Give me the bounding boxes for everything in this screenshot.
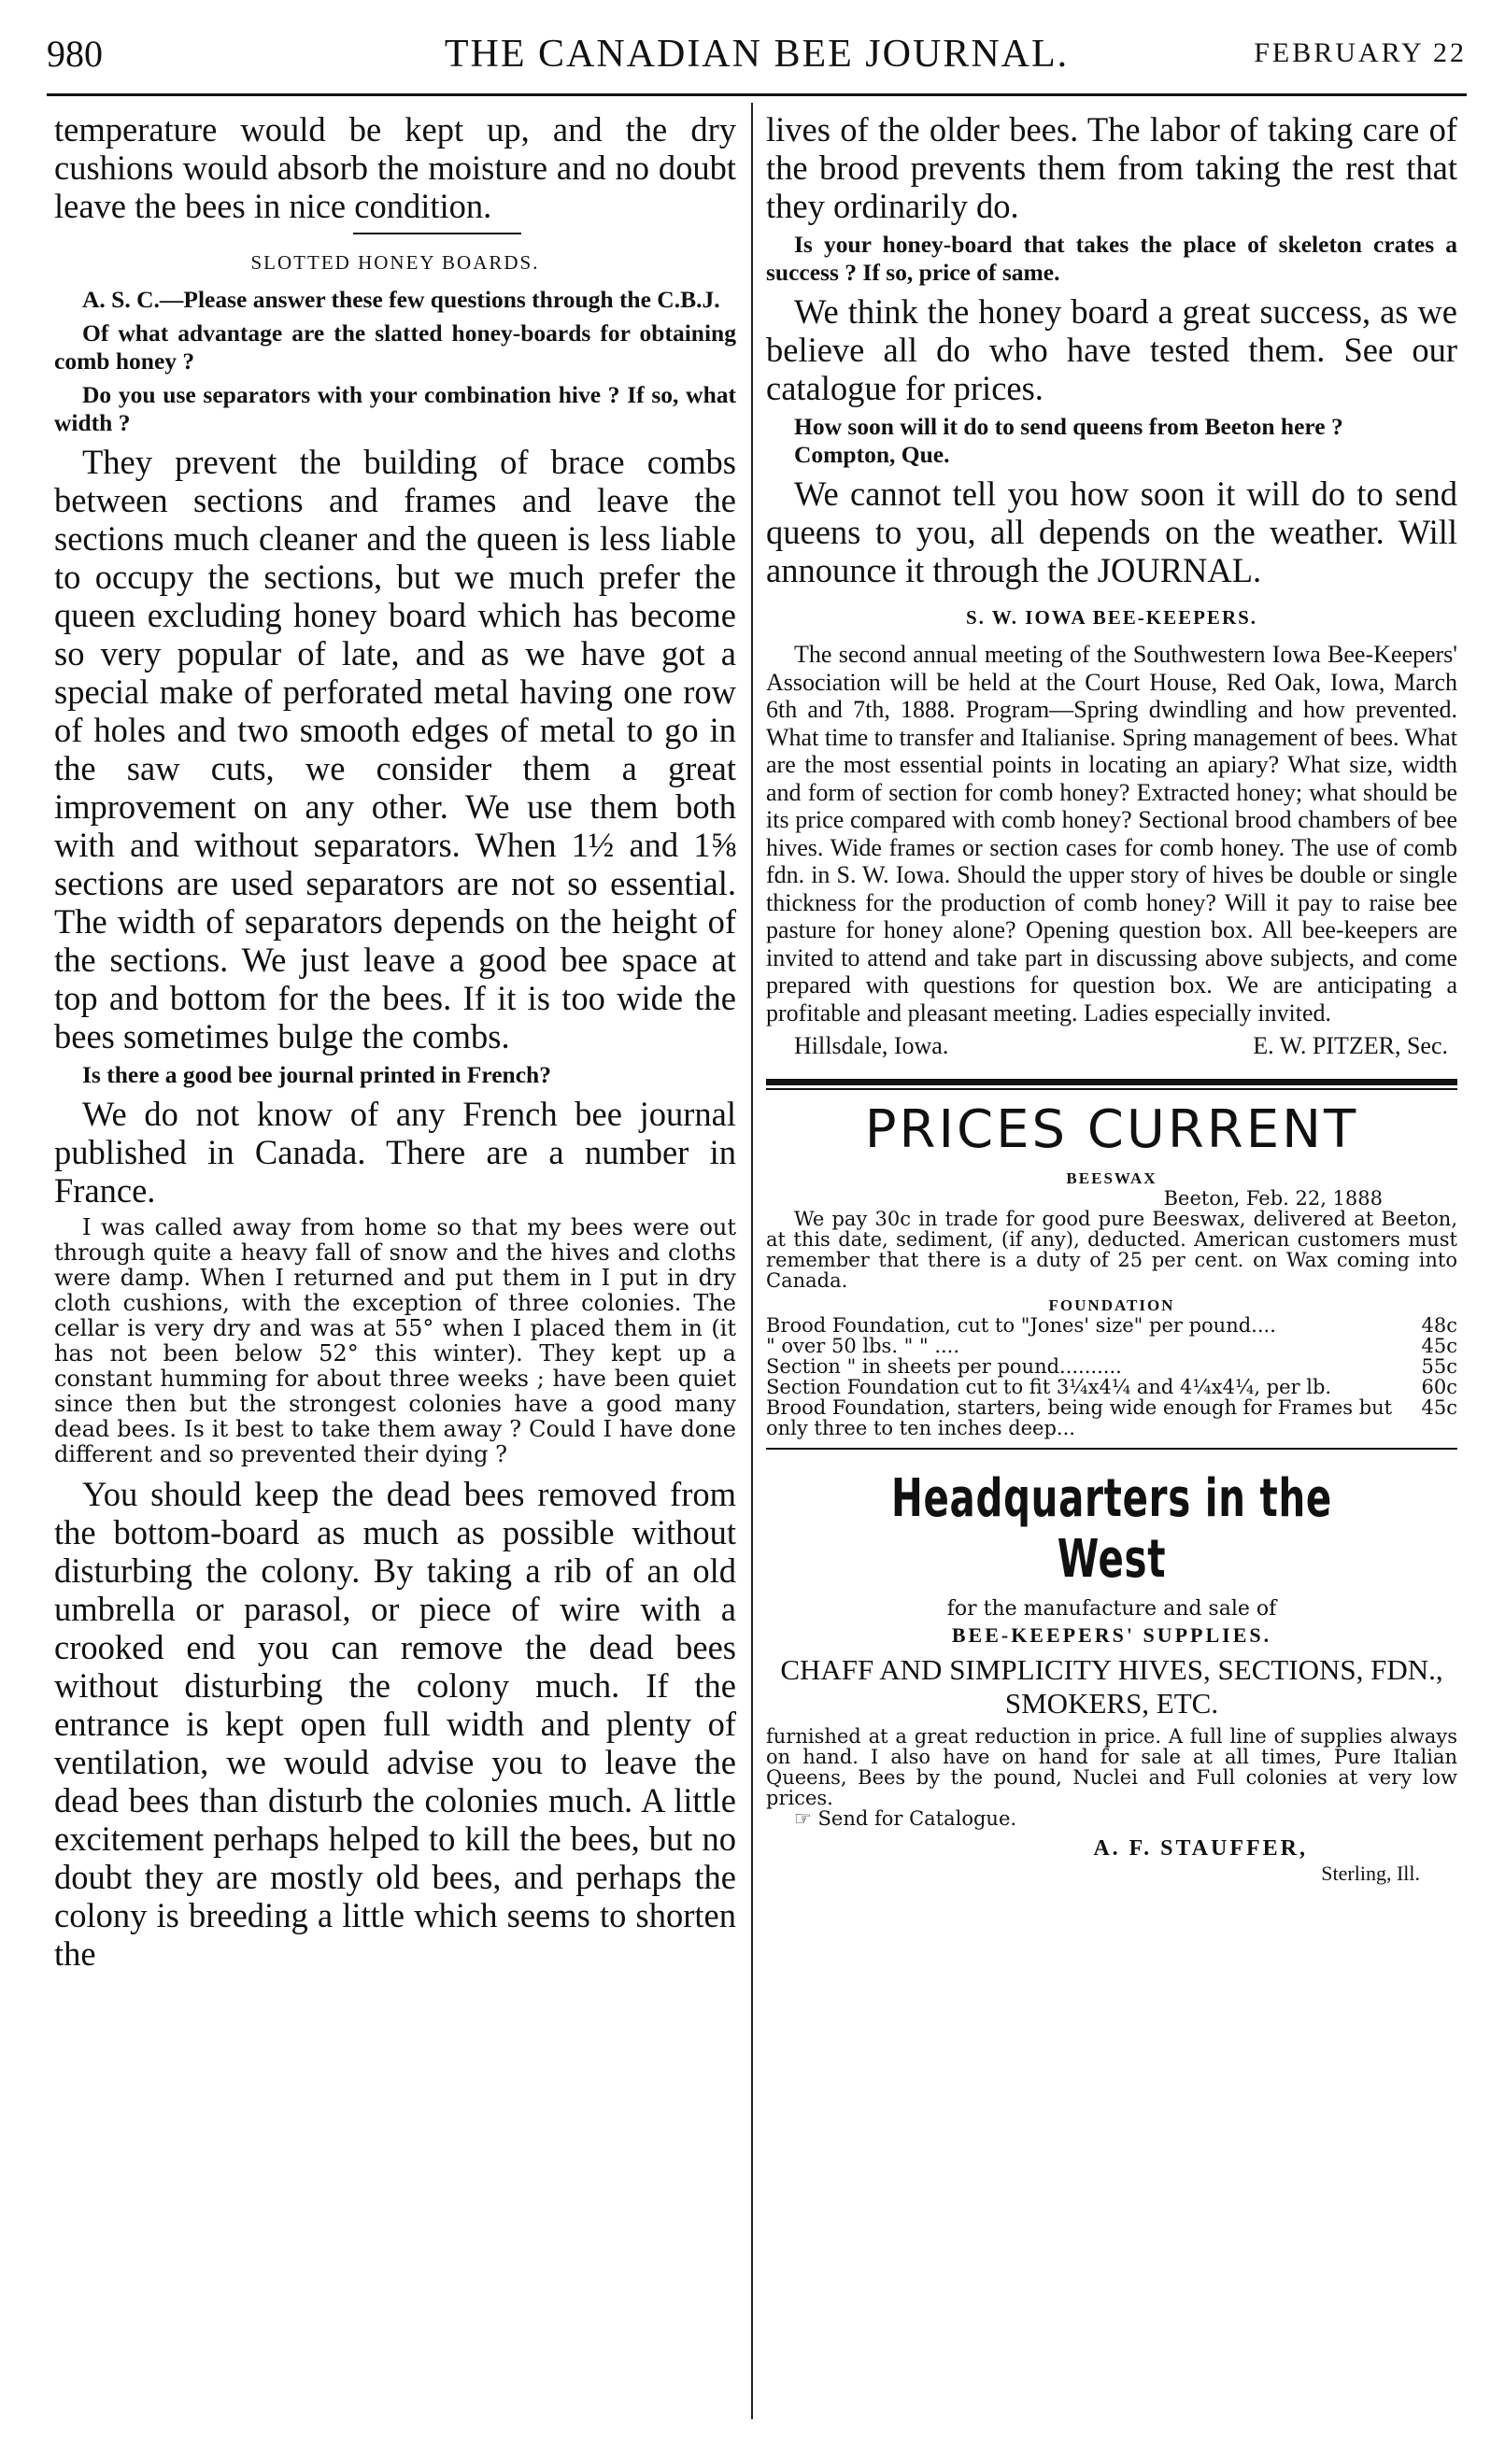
price-item: Brood Foundation, starters, being wide enough for Frames but only three to ten inches deep... <box>766 1396 1393 1439</box>
question-queens: How soon will it do to send queens from Beeton here ? <box>794 413 1343 440</box>
iowa-meeting-notice: The second annual meeting of the Southwestern Iowa Bee-Keepers' Association will be held at the Court House, Red Oak, Iowa, March 6th and 7th, 1888. Program—Spring dwindling and how prevented. What time to transfer and Italianise. Spring management of bees. What are the most essential points in locating an apiary? What size, width and form of section for comb honey? Extracted honey; what should be its price compared with comb honey? Sectional brood chambers of bee hives. Wide frames or section cases for comb honey. The use of comb fdn. in S. W. Iowa. Should the upper story of hives be double or single thickness for the production of comb honey? Will it pay to raise bee pasture for honey alone? Opening question box. All bee-keepers are invited to attend and take part in discussing above subjects, and come prepared with questions for question box. We are anticipating a profitable and pleasant meeting. Ladies especially invited. <box>766 641 1457 1027</box>
send-for-catalogue: ☞ Send for Catalogue. <box>794 1807 1017 1830</box>
answer-honey-board: We think the honey board a great success, as we believe all do who have tested them. See our catalogue for prices. <box>766 292 1457 407</box>
thick-rule <box>766 1079 1457 1085</box>
paragraph-temperature: temperature would be kept up, and the dry cushions would absorb the moisture and no doubt leave the bees in nice condition. <box>54 110 736 225</box>
price-row <box>766 1315 1457 1336</box>
header-rule <box>47 93 1467 96</box>
notice-signature <box>766 1032 1457 1060</box>
beeswax-text: We pay 30c in trade for good pure Beeswax, delivered at Beeton, at this date, sediment, (if any), deducted. American customers must remember that there is a duty of 25 per cent. on Wax coming into Canada. <box>766 1208 1457 1292</box>
heading-slotted-honey-boards: SLOTTED HONEY BOARDS. <box>250 251 540 274</box>
heading-iowa-beekeepers: S. W. IOWA BEE-KEEPERS. <box>965 606 1258 629</box>
chaff-hives-line: CHAFF AND SIMPLICITY HIVES, SECTIONS, FDN., SMOKERS, ETC. <box>780 1653 1443 1720</box>
question-separators: Do you use separators with your combination hive ? If so, what width ? <box>54 381 736 436</box>
advertiser-name: A. F. STAUFFER, <box>1093 1836 1308 1861</box>
question-queens-signature: Compton, Que. <box>794 441 950 468</box>
advertiser-place: Sterling, Ill. <box>1321 1862 1420 1885</box>
price-value: 55c <box>1421 1355 1457 1378</box>
question-dead-bees: I was called away from home so that my bees were out through quite a heavy fall of snow and the hives and cloths were damp. When I returned and put them in I put in dry cloth cushions, with the exception of three colonies. The cellar is very dry and was at 55° when I placed them in (it has not been below 52° this winter). They kept up a constant humming for about three weeks ; have been quiet since then but the strongest colonies have a good many dead bees. Is it best to take them away ? Could I have done different and so prevented their dying ? <box>54 1214 736 1467</box>
prices-current-title: PRICES CURRENT <box>864 1099 1359 1160</box>
notice-signer: E. W. PITZER, Sec. <box>1253 1032 1448 1059</box>
price-item: " over 50 lbs. " " .... <box>766 1335 960 1357</box>
price-list <box>766 1315 1457 1438</box>
question-intro: A. S. C.—Please answer these few questions through the C.B.J. <box>82 286 720 313</box>
prices-rule <box>766 1448 1457 1450</box>
price-row <box>766 1377 1457 1397</box>
beekeepers-supplies: BEE-KEEPERS' SUPPLIES. <box>951 1623 1272 1647</box>
beeswax-date: Beeton, Feb. 22, 1888 <box>1163 1187 1383 1210</box>
foundation-heading: FOUNDATION <box>1048 1296 1175 1314</box>
headquarters-text: furnished at a great reduction in price. A full line of supplies always on hand. I also have on hand for sale at all times, Pure Italian Queens, Bees by the pound, Nuclei and Full colonies at very low prices. <box>766 1725 1457 1809</box>
answer-queens: We cannot tell you how soon it will do to send queens to you, all depends on the weather. Will announce it through the JOURNAL. <box>766 474 1457 589</box>
issue-date: FEBRUARY 22 <box>1254 37 1467 68</box>
page-header <box>47 32 1467 88</box>
notice-place: Hillsdale, Iowa. <box>794 1032 949 1059</box>
thin-rule <box>766 1088 1457 1090</box>
answer-slatted: They prevent the building of brace combs between sections and frames and leave the sections much cleaner and the queen is less liable to occupy the sections, but we much prefer the queen excluding honey board which has become so very popular of late, and as we have got a special make of perforated metal having one row of holes and two smooth edges of metal to go in the saw cuts, we consider them a great improvement on any other. We use them both with and without separators. When 1½ and 1⅝ sections are used separators are not so essential. The width of separators depends on the height of the sections. We just leave a good bee space at top and bottom for the bees. If it is too wide the bees sometimes bulge the combs. <box>54 443 736 1055</box>
right-column <box>766 110 1457 1886</box>
price-row <box>766 1336 1457 1356</box>
price-item: Section Foundation cut to fit 3¼x4¼ and 4¼x4¼, per lb. <box>766 1376 1332 1398</box>
answer-french-journal: We do not know of any French bee journal published in Canada. There are a number in France. <box>54 1095 736 1210</box>
price-row <box>766 1356 1457 1377</box>
price-value: 45c <box>1421 1396 1457 1419</box>
price-value: 48c <box>1421 1314 1457 1337</box>
price-item: Section " in sheets per pound.......... <box>766 1355 1122 1378</box>
headquarters-title: Headquarters in the West <box>891 1468 1332 1590</box>
section-rule <box>353 233 521 234</box>
beeswax-heading: BEESWAX <box>1066 1169 1157 1187</box>
answer-dead-bees: You should keep the dead bees removed from the bottom-board as much as possible without disturbing the colony. By taking a rib of an old umbrella or parasol, or piece of wire with a crooked end you can remove the dead bees without disturbing the colony much. If the entrance is kept open full width and plenty of ventilation, we would advise you to leave the dead bees than disturb the colonies much. A little excitement perhaps helped to kill the bees, but no doubt they are mostly old bees, and perhaps the colony is breeding a little which seems to shorten the <box>54 1475 736 1973</box>
question-french-journal: Is there a good bee journal printed in French? <box>82 1061 551 1088</box>
journal-title: THE CANADIAN BEE JOURNAL. <box>444 33 1070 76</box>
headquarters-subtitle: for the manufacture and sale of <box>946 1597 1277 1621</box>
question-slatted: Of what advantage are the slatted honey-boards for obtaining comb honey ? <box>54 319 736 375</box>
paragraph-older-bees: lives of the older bees. The labor of taking care of the brood prevents them from taking the rest that they ordinarily do. <box>766 110 1457 225</box>
price-value: 45c <box>1421 1335 1457 1357</box>
column-divider <box>751 103 753 2419</box>
left-column <box>54 110 736 1978</box>
price-item: Brood Foundation, cut to "Jones' size" per pound.... <box>766 1314 1276 1337</box>
price-row <box>766 1397 1457 1438</box>
page-number: 980 <box>47 33 103 75</box>
question-honey-board: Is your honey-board that takes the place of skeleton crates a success ? If so, price of same. <box>766 231 1457 286</box>
price-value: 60c <box>1421 1376 1457 1398</box>
